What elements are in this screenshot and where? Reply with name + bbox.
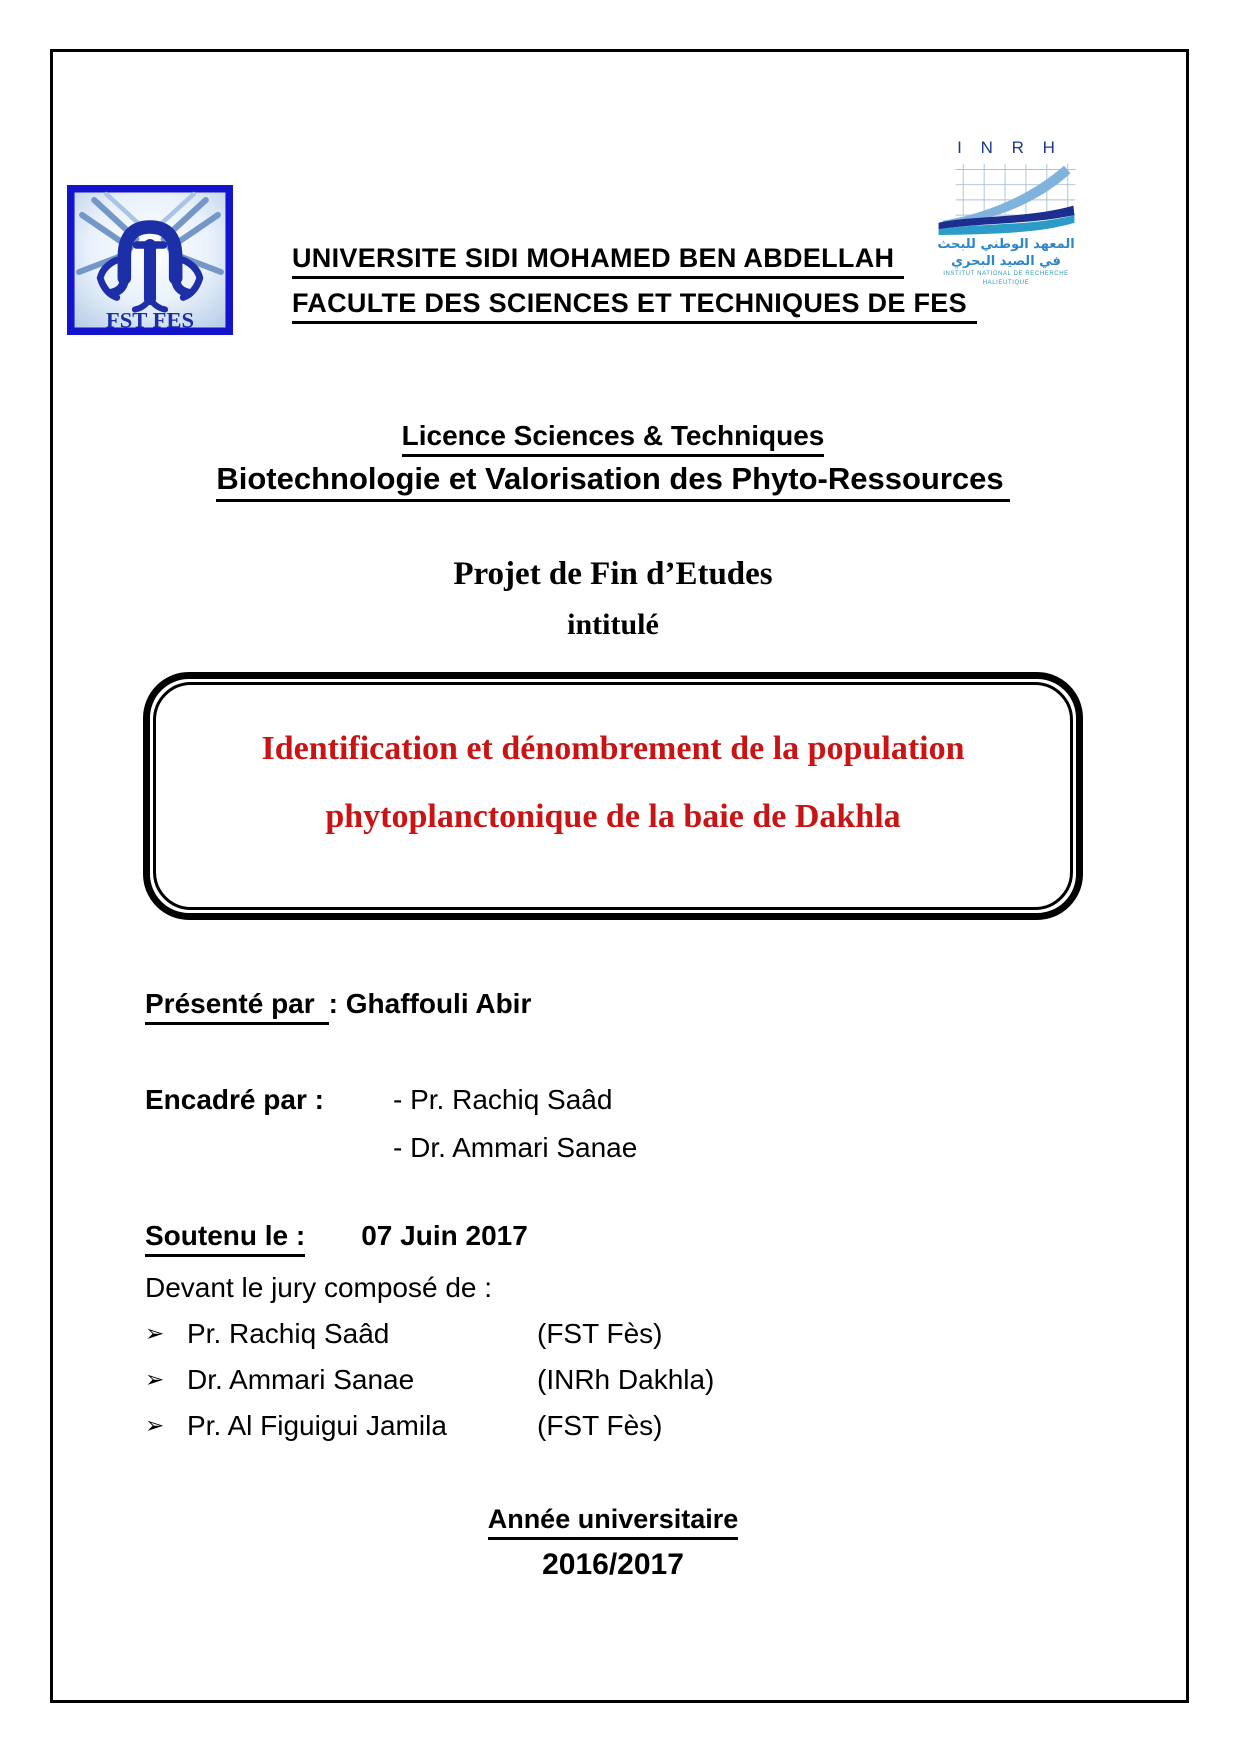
thesis-title-line1: Identification et dénombrement de la population <box>261 730 965 767</box>
jury-row-2 <box>145 1364 714 1396</box>
jury-bullet-icon: ➢ <box>145 1366 165 1392</box>
jury-member-affiliation: (FST Fès) <box>537 1410 663 1441</box>
jury-row-1 <box>145 1318 662 1350</box>
jury-bullet-icon: ➢ <box>145 1412 165 1438</box>
project-subtitle-line: intitulé <box>567 608 659 641</box>
supervisor-line-2 <box>145 1132 637 1164</box>
jury-member-name: Pr. Rachiq Saâd <box>187 1318 390 1349</box>
inrh-acronym: I N R H <box>957 138 1062 157</box>
inrh-arabic-name: المعهد الوطني للبحث في الصيد البحري <box>937 237 1075 269</box>
jury-member-name: Pr. Al Figuigui Jamila <box>187 1410 447 1441</box>
thesis-title-box <box>143 672 1083 920</box>
faculty-name-line <box>292 288 977 324</box>
presented-by-value: Ghaffouli Abir <box>345 988 532 1019</box>
academic-year-label-line <box>143 1504 1083 1540</box>
thesis-title-line2: phytoplanctonique de la baie de Dakhla <box>325 798 901 835</box>
degree-title: Licence Sciences & Techniques <box>402 420 825 457</box>
inrh-logo-image <box>930 160 1082 236</box>
fst-fes-logo <box>67 185 233 335</box>
presented-by-label: Présenté par <box>145 988 329 1025</box>
supervised-by-label: Encadré par : <box>145 1084 324 1115</box>
jury-member-affiliation: (INRh Dakhla) <box>537 1364 715 1395</box>
supervisor-2: - Dr. Ammari Sanae <box>393 1132 638 1163</box>
university-name: UNIVERSITE SIDI MOHAMED BEN ABDELLAH <box>292 243 904 279</box>
fst-logo-caption: FST FES <box>105 307 195 333</box>
presented-by-colon: : <box>328 988 338 1019</box>
jury-row-3 <box>145 1410 662 1442</box>
defense-date-value: 07 Juin 2017 <box>361 1220 528 1251</box>
jury-member-affiliation: (FST Fès) <box>537 1318 663 1349</box>
university-name-line <box>292 243 977 279</box>
supervisor-line-1 <box>145 1084 612 1116</box>
jury-member-name: Dr. Ammari Sanae <box>187 1364 415 1395</box>
academic-year-label: Année universitaire <box>488 1504 739 1540</box>
supervisor-1: - Pr. Rachiq Saâd <box>393 1084 613 1115</box>
jury-intro-line: Devant le jury composé de : <box>145 1272 493 1303</box>
specialty-title: Biotechnologie et Valorisation des Phyto-Ressources <box>216 461 1009 502</box>
faculty-name: FACULTE DES SCIENCES ET TECHNIQUES DE FES <box>292 288 977 324</box>
thesis-title <box>156 685 1070 851</box>
university-header <box>292 243 977 333</box>
defense-date-line <box>145 1220 528 1257</box>
academic-year-value: 2016/2017 <box>542 1548 684 1581</box>
defense-date-label: Soutenu le : <box>145 1220 305 1257</box>
degree-line <box>143 420 1083 457</box>
jury-bullet-icon: ➢ <box>145 1320 165 1346</box>
project-type-line: Projet de Fin d’Etudes <box>453 556 773 592</box>
presented-by-line <box>145 988 531 1025</box>
fst-fes-logo-image <box>67 185 233 335</box>
inrh-subtitle: INSTITUT NATIONAL DE RECHERCHE HALIEUTIQUE <box>943 271 1069 286</box>
thesis-title-box-inner-border <box>153 682 1073 910</box>
specialty-line <box>143 461 1083 502</box>
